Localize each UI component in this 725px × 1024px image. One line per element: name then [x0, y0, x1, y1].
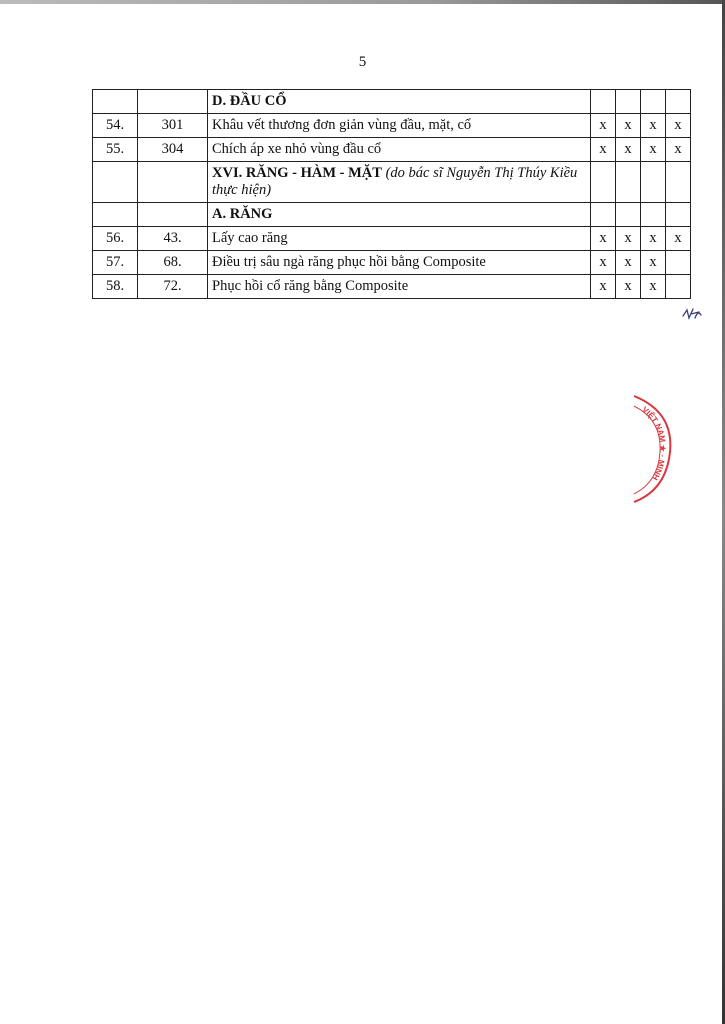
- stt-cell: 57.: [93, 251, 138, 275]
- page-number: 5: [358, 54, 367, 70]
- table-row: [93, 251, 691, 275]
- table-row: [93, 114, 691, 138]
- red-seal-stamp: [630, 392, 674, 507]
- procedure-table: [92, 89, 691, 299]
- mark-cell: [666, 162, 691, 203]
- code-cell: 72.: [138, 275, 208, 299]
- procedure-name-cell: Phục hồi cổ răng bằng Composite: [208, 275, 591, 299]
- stt-cell: [93, 162, 138, 203]
- section-note: (do bác sĩ Nguyễn Thị Thúy Kiều thực hiện): [212, 165, 578, 198]
- mark-cell: x: [591, 138, 616, 162]
- handwritten-initial: [681, 306, 703, 322]
- code-cell: 43.: [138, 227, 208, 251]
- mark-cell: x: [591, 275, 616, 299]
- table-row: [93, 227, 691, 251]
- scan-top-edge: [0, 0, 725, 4]
- mark-cell: x: [616, 114, 641, 138]
- mark-cell: x: [641, 227, 666, 251]
- procedure-name-cell: Lấy cao răng: [208, 227, 591, 251]
- mark-cell: [616, 162, 641, 203]
- code-cell: [138, 90, 208, 114]
- code-cell: [138, 162, 208, 203]
- mark-cell: x: [591, 251, 616, 275]
- stt-cell: 54.: [93, 114, 138, 138]
- mark-cell: [591, 203, 616, 227]
- mark-cell: [641, 90, 666, 114]
- stt-cell: 58.: [93, 275, 138, 299]
- mark-cell: x: [591, 114, 616, 138]
- mark-cell: x: [641, 251, 666, 275]
- procedure-name-cell: Điều trị sâu ngà răng phục hồi bằng Composite: [208, 251, 591, 275]
- mark-cell: [666, 90, 691, 114]
- mark-cell: x: [591, 227, 616, 251]
- stamp-text: VIỆT NAM ★ · MINH: [640, 404, 668, 482]
- stt-cell: [93, 90, 138, 114]
- mark-cell: x: [666, 114, 691, 138]
- mark-cell: x: [641, 138, 666, 162]
- mark-cell: x: [641, 114, 666, 138]
- code-cell: 68.: [138, 251, 208, 275]
- section-title: XVI. RĂNG - HÀM - MẶT: [212, 165, 382, 181]
- stt-cell: 56.: [93, 227, 138, 251]
- mark-cell: [641, 162, 666, 203]
- mark-cell: x: [616, 138, 641, 162]
- section-heading-cell: A. RĂNG: [208, 203, 591, 227]
- section-heading-cell: D. ĐẦU CỔ: [208, 90, 591, 114]
- table-row: [93, 275, 691, 299]
- mark-cell: [641, 203, 666, 227]
- mark-cell: x: [666, 138, 691, 162]
- mark-cell: x: [641, 275, 666, 299]
- code-cell: [138, 203, 208, 227]
- mark-cell: x: [616, 227, 641, 251]
- stt-cell: 55.: [93, 138, 138, 162]
- procedure-name-cell: Khâu vết thương đơn giản vùng đầu, mặt, cổ: [208, 114, 591, 138]
- code-cell: 301: [138, 114, 208, 138]
- stt-cell: [93, 203, 138, 227]
- mark-cell: x: [666, 227, 691, 251]
- procedure-name-cell: Chích áp xe nhỏ vùng đầu cổ: [208, 138, 591, 162]
- mark-cell: x: [616, 251, 641, 275]
- code-cell: 304: [138, 138, 208, 162]
- mark-cell: [591, 90, 616, 114]
- table-row: [93, 162, 691, 203]
- mark-cell: x: [616, 275, 641, 299]
- mark-cell: [666, 203, 691, 227]
- table-row: [93, 203, 691, 227]
- mark-cell: [616, 203, 641, 227]
- table-row: [93, 90, 691, 114]
- table-row: [93, 138, 691, 162]
- mark-cell: [616, 90, 641, 114]
- mark-cell: [666, 275, 691, 299]
- mark-cell: [666, 251, 691, 275]
- mark-cell: [591, 162, 616, 203]
- section-title-cell: [208, 162, 591, 203]
